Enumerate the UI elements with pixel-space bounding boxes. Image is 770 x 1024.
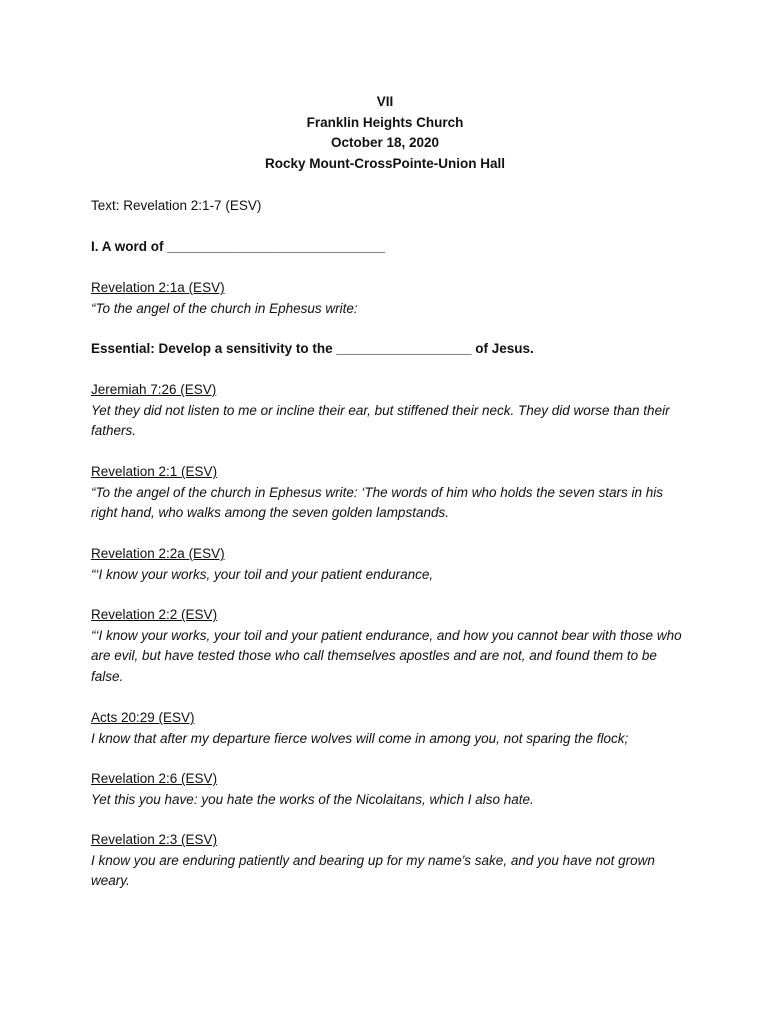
passage-block bbox=[91, 380, 691, 442]
passage-block bbox=[91, 462, 691, 524]
scripture-verse: “To the angel of the church in Ephesus write: ‘The words of him who holds the seven stars in his right hand, who walks among the seven golden lampstands. bbox=[91, 484, 664, 520]
section-heading-1: I. A word of _____________________________ bbox=[91, 239, 385, 254]
sermon-number: VII bbox=[376, 94, 394, 109]
passage-block bbox=[91, 605, 691, 687]
passage-block bbox=[91, 708, 691, 749]
scripture-reference: Jeremiah 7:26 (ESV) bbox=[91, 382, 217, 397]
scripture-reference: Revelation 2:1a (ESV) bbox=[91, 280, 225, 295]
text-reference: Text: Revelation 2:1-7 (ESV) bbox=[91, 198, 262, 213]
scripture-verse: I know you are enduring patiently and bearing up for my name's sake, and you have not grown weary. bbox=[91, 852, 655, 888]
locations: Rocky Mount-CrossPointe-Union Hall bbox=[264, 155, 505, 171]
scripture-verse: I know that after my departure fierce wolves will come in among you, not sparing the flock; bbox=[91, 730, 629, 746]
church-name: Franklin Heights Church bbox=[306, 114, 464, 130]
scripture-reference: Revelation 2:6 (ESV) bbox=[91, 771, 218, 786]
passage-block bbox=[91, 278, 691, 319]
scripture-reference: Revelation 2:2a (ESV) bbox=[91, 546, 225, 561]
sermon-date: October 18, 2020 bbox=[330, 135, 440, 150]
scripture-reference: Revelation 2:3 (ESV) bbox=[91, 832, 218, 847]
scripture-reference: Revelation 2:2 (ESV) bbox=[91, 607, 218, 622]
scripture-verse: Yet this you have: you hate the works of the Nicolaitans, which I also hate. bbox=[91, 791, 534, 807]
scripture-verse: “To the angel of the church in Ephesus write: bbox=[91, 300, 358, 316]
scripture-reference: Acts 20:29 (ESV) bbox=[91, 710, 195, 725]
passage-block bbox=[91, 830, 691, 892]
scripture-verse: Yet they did not listen to me or incline their ear, but stiffened their neck. They did worse than their fathers. bbox=[91, 402, 670, 438]
sermon-header bbox=[0, 92, 770, 174]
scripture-verse: “‘I know your works, your toil and your patient endurance, and how you cannot bear with those who are evil, but have tested those who call themselves apostles and are not, and found them to be false. bbox=[91, 627, 682, 684]
essential-statement: Essential: Develop a sensitivity to the __________________ of Jesus. bbox=[91, 341, 534, 356]
passage-block bbox=[91, 769, 691, 810]
scripture-reference: Revelation 2:1 (ESV) bbox=[91, 464, 218, 479]
scripture-verse: “‘I know your works, your toil and your patient endurance, bbox=[91, 566, 434, 582]
passage-block bbox=[91, 544, 691, 585]
